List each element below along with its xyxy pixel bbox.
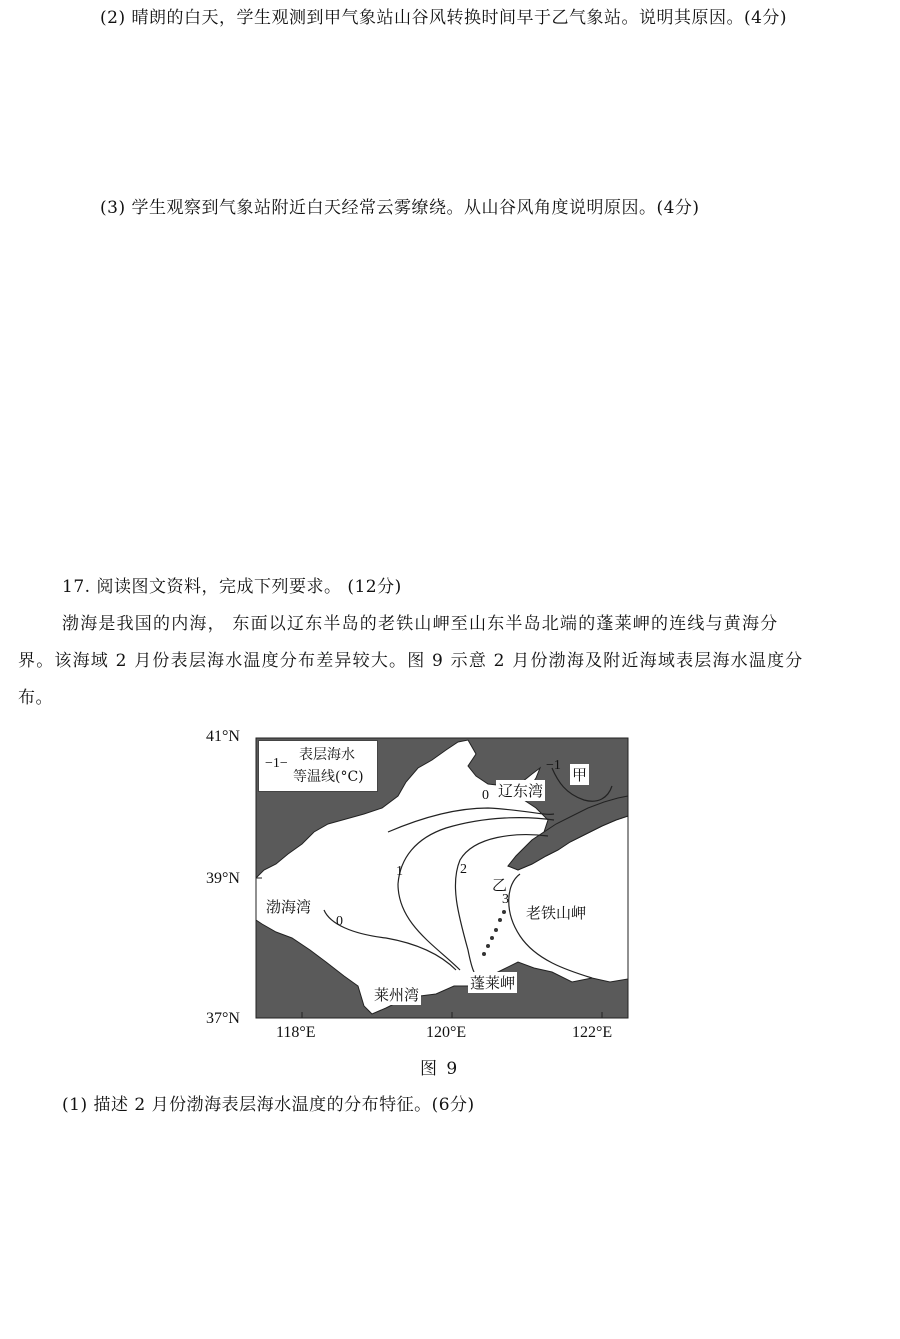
question-3: (3) 学生观察到气象站附近白天经常云雾缭绕。从山谷风角度说明原因。(4分) bbox=[100, 198, 700, 218]
label-laotieshan: 老铁山岬 bbox=[526, 904, 587, 922]
figure-caption: 图 9 bbox=[420, 1059, 460, 1079]
isotherm-label-1: 1 bbox=[396, 864, 403, 879]
lat-label-39: 39°N bbox=[206, 870, 240, 887]
label-bohai-bay: 渤海湾 bbox=[266, 898, 312, 916]
legend-isotherm-symbol: −1− bbox=[265, 756, 288, 771]
lon-label-118: 118°E bbox=[276, 1024, 316, 1041]
isotherm-label-minus1: −1 bbox=[546, 758, 561, 773]
question-2: (2) 晴朗的白天，学生观测到甲气象站山谷风转换时间早于乙气象站。说明其原因。(4分) bbox=[100, 8, 788, 28]
label-penglai: 蓬莱岬 bbox=[470, 974, 516, 992]
legend-line-2: 等温线(°C) bbox=[293, 769, 364, 785]
label-liaodong-bay: 辽东湾 bbox=[498, 782, 544, 800]
question-17-1: (1) 描述 2 月份渤海表层海水温度的分布特征。(6分) bbox=[62, 1095, 475, 1115]
map-legend bbox=[258, 740, 378, 792]
question-17-text-line-3: 布。 bbox=[18, 688, 53, 708]
bohai-sea-temperature-map bbox=[206, 724, 636, 1084]
isotherm-label-2: 2 bbox=[460, 862, 467, 877]
lat-label-41: 41°N bbox=[206, 728, 240, 745]
isotherm-label-0-north: 0 bbox=[482, 788, 489, 803]
isotherm-label-3: 3 bbox=[502, 892, 509, 907]
question-17-title: 17. 阅读图文资料，完成下列要求。 (12分) bbox=[62, 577, 402, 597]
label-laizhou-bay: 莱州湾 bbox=[374, 986, 420, 1004]
question-17-text-line-1: 渤海是我国的内海， 东面以辽东半岛的老铁山岬至山东半岛北端的蓬莱岬的连线与黄海分 bbox=[62, 614, 779, 634]
lat-label-37: 37°N bbox=[206, 1010, 240, 1027]
label-station-jia: 甲 bbox=[572, 766, 588, 784]
isotherm-label-0-south: 0 bbox=[336, 914, 343, 929]
lon-label-120: 120°E bbox=[426, 1024, 467, 1041]
label-station-yi: 乙 bbox=[492, 876, 508, 894]
legend-line-1: 表层海水 bbox=[299, 747, 355, 763]
lon-label-122: 122°E bbox=[572, 1024, 613, 1041]
question-17-text-line-2: 界。该海域 2 月份表层海水温度分布差异较大。图 9 示意 2 月份渤海及附近海域表层海水温度分 bbox=[18, 651, 804, 671]
